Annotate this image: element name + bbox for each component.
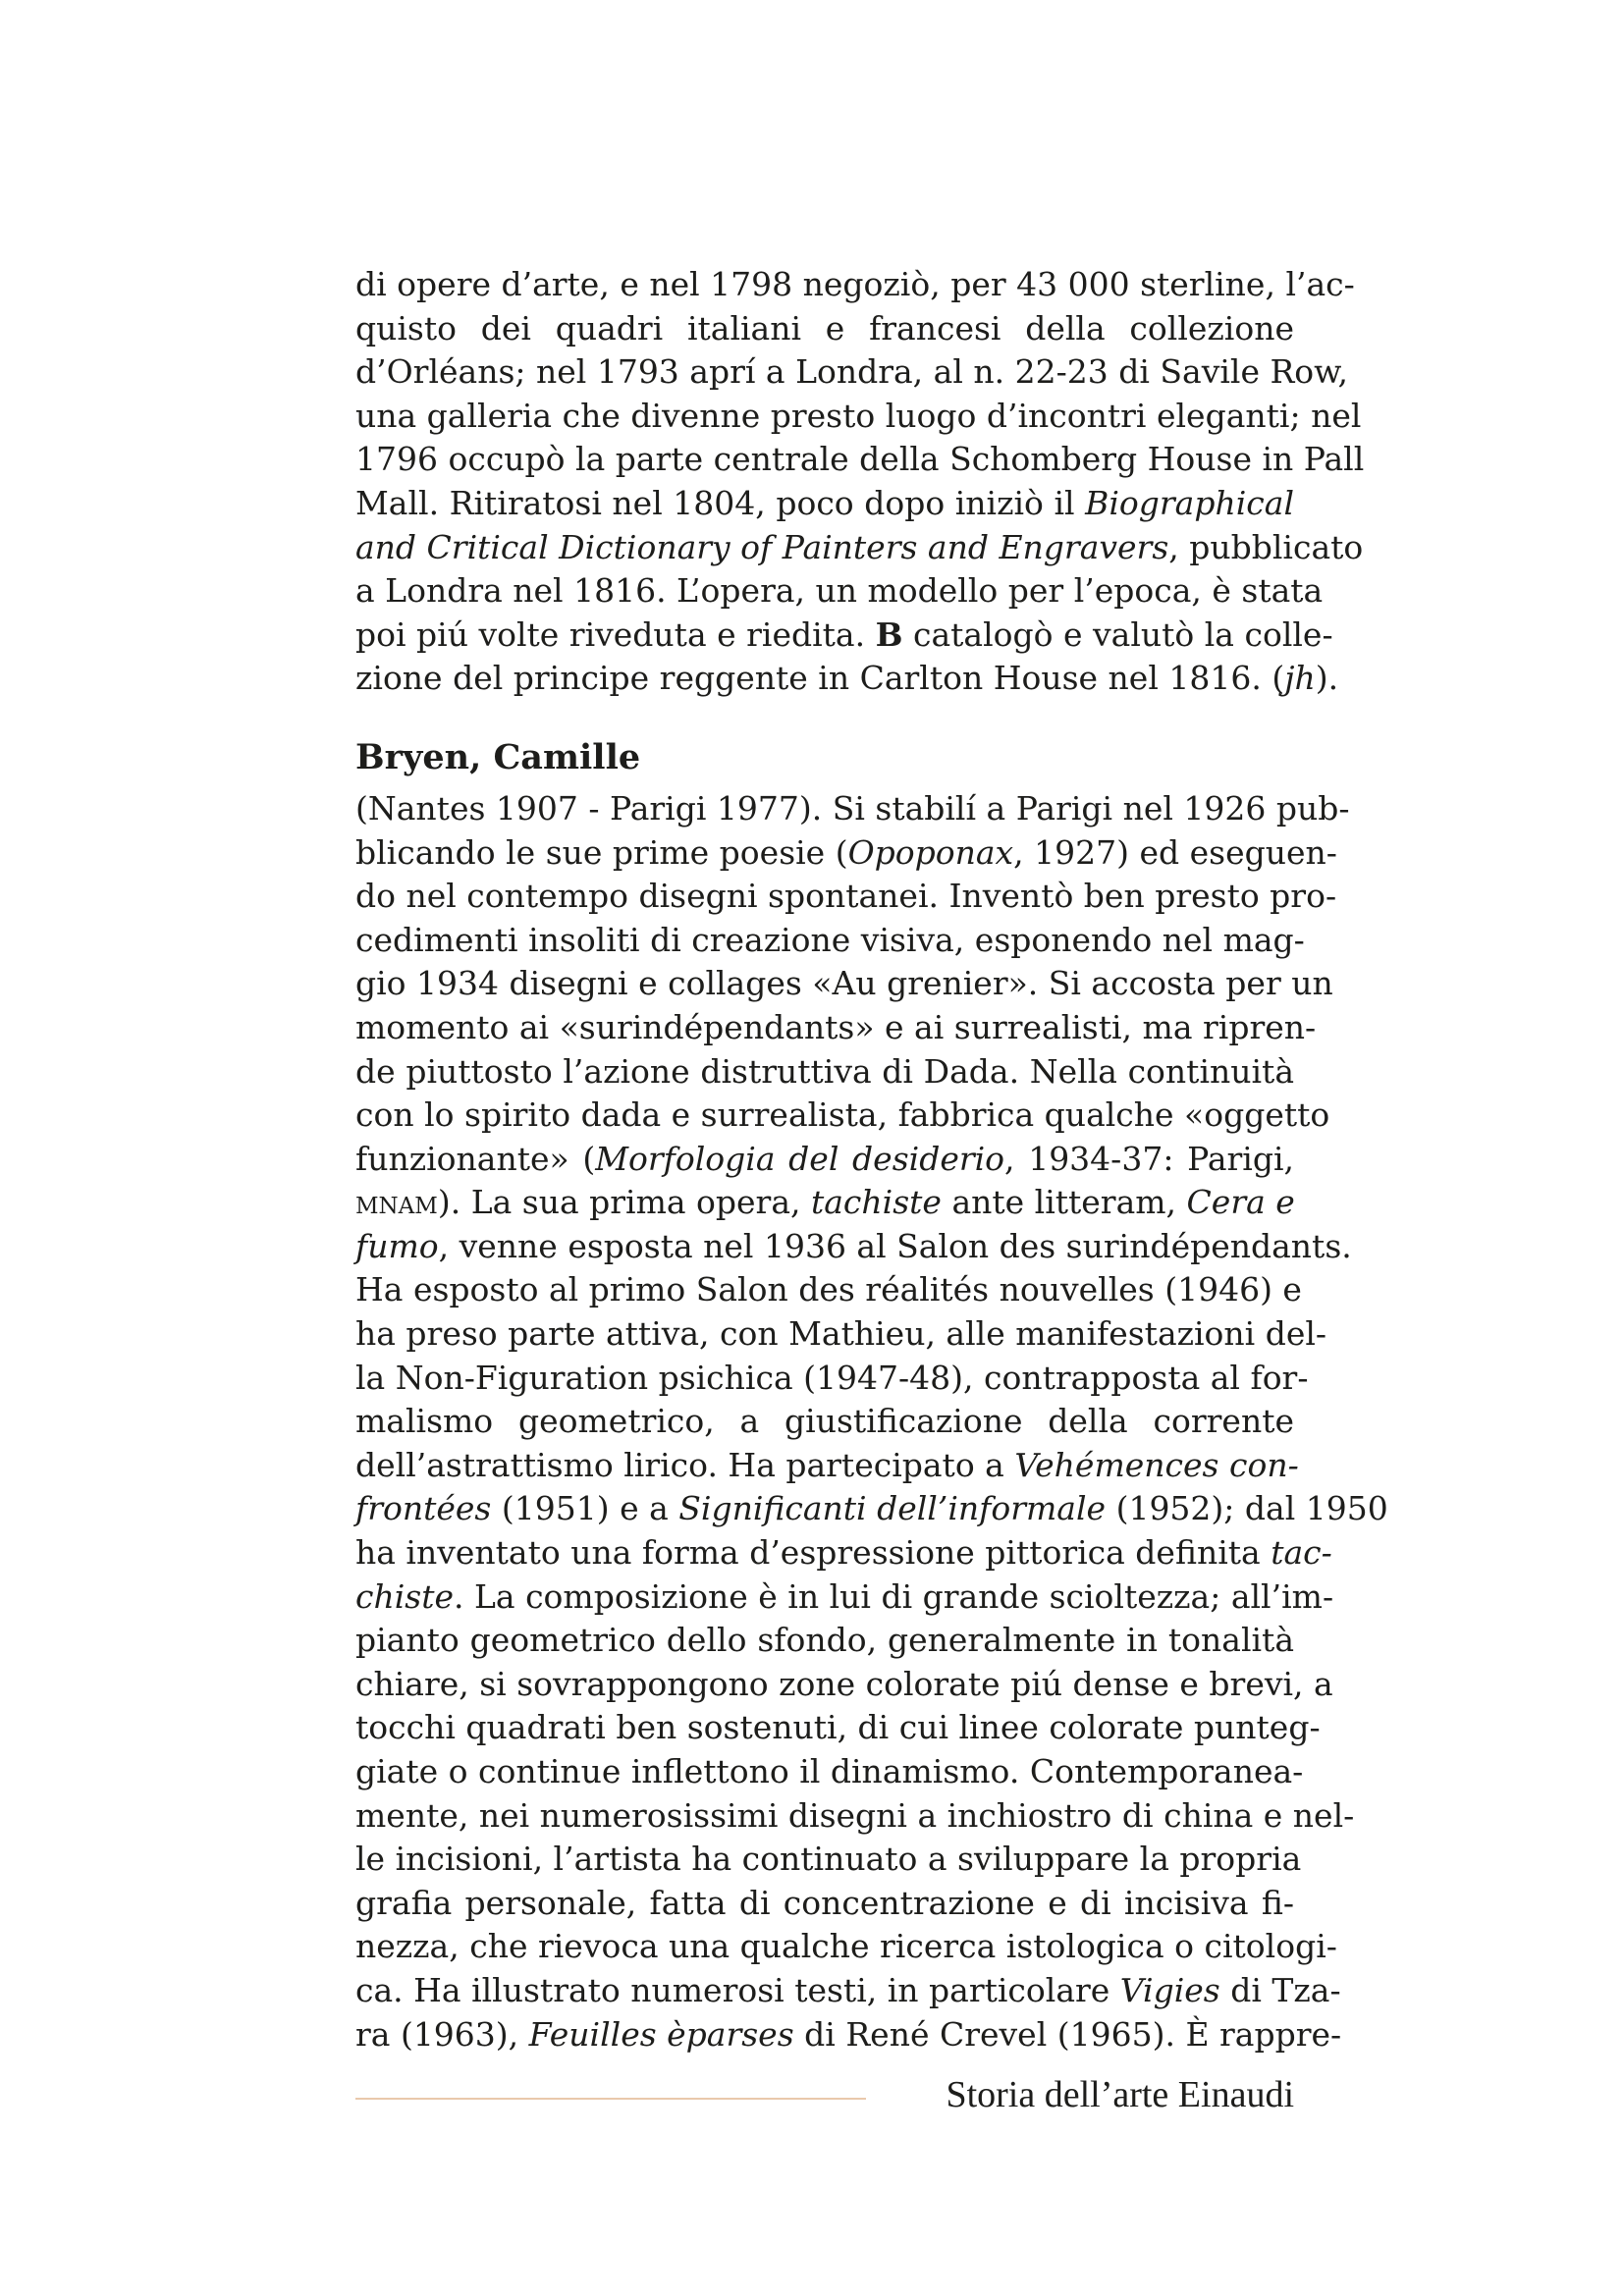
text-line: pianto geometrico dello sfondo, generalmente in tonalità bbox=[355, 1621, 1294, 1660]
text-run: blicando le sue prime poesie ( bbox=[355, 832, 848, 872]
text-line bbox=[355, 831, 1337, 876]
text-line: la Non-Figuration psichica (1947-48), contrapposta al for- bbox=[355, 1358, 1309, 1397]
entry-continued-paragraph bbox=[355, 263, 1365, 701]
work-title: Morfologia del desiderio bbox=[595, 1139, 1005, 1178]
work-title: fumo bbox=[355, 1226, 439, 1265]
text-run: , venne esposta nel 1936 al Salon des surindépendants. bbox=[438, 1226, 1352, 1265]
text-line bbox=[355, 1138, 1294, 1182]
text-line bbox=[355, 1444, 1299, 1488]
text-line: de piuttosto l’azione distruttiva di Dada. Nella continuità bbox=[355, 1051, 1294, 1091]
text-run: ra (1963), bbox=[355, 2014, 529, 2054]
text-line: nezza, che rievoca una qualche ricerca istologica o citologi- bbox=[355, 1927, 1337, 1966]
text-line: quisto dei quadri italiani e francesi della collezione bbox=[355, 308, 1294, 347]
text-line bbox=[355, 1487, 1388, 1531]
text-run: Mall. Ritiratosi nel 1804, poco dopo iniziò il bbox=[355, 483, 1086, 522]
text-run: . La composizione è in lui di grande scioltezza; all’im- bbox=[454, 1576, 1334, 1616]
text-run: funzionante» ( bbox=[355, 1139, 596, 1178]
text-run: di René Crevel (1965). È rappre- bbox=[793, 2014, 1342, 2054]
bold-initial: B bbox=[875, 614, 903, 654]
text-line: Ha esposto al primo Salon des réalités nouvelles (1946) e bbox=[355, 1270, 1302, 1309]
work-title: Vehémences con- bbox=[1014, 1445, 1299, 1484]
page-footer bbox=[355, 2073, 1294, 2122]
text-line bbox=[355, 657, 1339, 701]
text-line: gio 1934 disegni e collages «Au grenier». Si accosta per un bbox=[355, 964, 1333, 1003]
text-line: tocchi quadrati ben sostenuti, di cui linee colorate punteg- bbox=[355, 1708, 1321, 1747]
text-line: le incisioni, l’artista ha continuato a sviluppare la propria bbox=[355, 1840, 1302, 1879]
footer-rule bbox=[355, 2098, 866, 2100]
text-run: (1951) e a bbox=[491, 1489, 679, 1528]
text-line: di opere d’arte, e nel 1798 negoziò, per 43 000 sterline, l’ac- bbox=[355, 265, 1355, 303]
work-title: Cera e bbox=[1186, 1183, 1295, 1222]
text-line: mente, nei numerosissimi disegni a inchiostro di china e nel- bbox=[355, 1795, 1355, 1835]
text-run: (1952); dal 1950 bbox=[1106, 1489, 1388, 1528]
entry-heading: Bryen, Camille bbox=[355, 736, 641, 777]
work-title: frontées bbox=[355, 1489, 492, 1528]
text-line: con lo spirito dada e surrealista, fabbrica qualche «oggetto bbox=[355, 1095, 1330, 1135]
text-run: , 1927) ed eseguen- bbox=[1013, 832, 1337, 872]
text-line: ha preso parte attiva, con Mathieu, alle manifestazioni del- bbox=[355, 1314, 1327, 1354]
text-line: d’Orléans; nel 1793 aprí a Londra, al n. 22-23 di Savile Row, bbox=[355, 352, 1348, 392]
text-line bbox=[355, 482, 1294, 526]
text-run: zione del principe reggente in Carlton House nel 1816. ( bbox=[355, 659, 1285, 698]
style-term: chiste bbox=[355, 1576, 455, 1616]
text-line: chiare, si sovrappongono zone colorate piú dense e brevi, a bbox=[355, 1664, 1333, 1703]
text-line: una galleria che divenne presto luogo d’incontri eleganti; nel bbox=[355, 396, 1362, 435]
text-run: ha inventato una forma d’espressione pittorica definita bbox=[355, 1533, 1271, 1573]
text-line bbox=[355, 1531, 1332, 1575]
text-line: malismo geometrico, a giustificazione della corrente bbox=[355, 1402, 1294, 1441]
publication-title: Storia dell’arte Einaudi bbox=[946, 2074, 1294, 2115]
text-line bbox=[355, 1969, 1341, 2013]
text-run: , pubblicato bbox=[1168, 527, 1364, 566]
text-line: cedimenti insoliti di creazione visiva, esponendo nel mag- bbox=[355, 920, 1305, 959]
text-run: dell’astrattismo lirico. Ha partecipato a bbox=[355, 1445, 1015, 1484]
text-run: ). bbox=[1315, 659, 1339, 698]
text-line: a Londra nel 1816. L’opera, un modello per l’epoca, è stata bbox=[355, 571, 1324, 611]
text-line bbox=[355, 1225, 1352, 1269]
text-run: poi piú volte riveduta e riedita. bbox=[355, 614, 876, 654]
book-title: Biographical bbox=[1085, 483, 1294, 522]
author-initials: jh bbox=[1284, 659, 1316, 698]
work-title: Feuilles èparses bbox=[528, 2014, 794, 2054]
text-line bbox=[355, 526, 1364, 570]
text-run: di Tza- bbox=[1219, 1970, 1341, 2009]
text-line: grafia personale, fatta di concentrazione e di incisiva fi- bbox=[355, 1883, 1294, 1922]
work-title: Significanti dell’informale bbox=[678, 1489, 1107, 1528]
text-run: catalogò e valutò la colle- bbox=[902, 614, 1333, 654]
text-run: ca. Ha illustrato numerosi testi, in particolare bbox=[355, 1970, 1120, 2009]
entry-paragraph bbox=[355, 787, 1388, 2056]
book-title: and Critical Dictionary of Painters and Engravers bbox=[355, 527, 1169, 566]
text-line bbox=[355, 1181, 1294, 1225]
text-line: do nel contempo disegni spontanei. Inventò ben presto pro- bbox=[355, 877, 1337, 916]
text-run: ). La sua prima opera, bbox=[437, 1183, 811, 1222]
work-title: Vigies bbox=[1119, 1970, 1220, 2009]
work-title: Opoponax bbox=[847, 832, 1014, 872]
text-run: ante litteram, bbox=[941, 1183, 1187, 1222]
style-term: tac- bbox=[1271, 1533, 1332, 1573]
text-line: 1796 occupò la parte centrale della Schomberg House in Pall bbox=[355, 440, 1365, 479]
text-line bbox=[355, 2013, 1342, 2057]
text-line bbox=[355, 614, 1333, 658]
page-body bbox=[355, 263, 1388, 2056]
text-line: momento ai «surindépendants» e ai surrealisti, ma ripren- bbox=[355, 1007, 1317, 1046]
text-line: (Nantes 1907 - Parigi 1977). Si stabilí a Parigi nel 1926 pub- bbox=[355, 788, 1350, 828]
style-term: tachiste bbox=[811, 1183, 942, 1222]
text-line: giate o continue inflettono il dinamismo. Contemporanea- bbox=[355, 1752, 1304, 1790]
museum-abbrev: mnam bbox=[355, 1183, 438, 1222]
text-line bbox=[355, 1575, 1334, 1620]
text-run: , 1934-37: Parigi, bbox=[1004, 1139, 1294, 1178]
